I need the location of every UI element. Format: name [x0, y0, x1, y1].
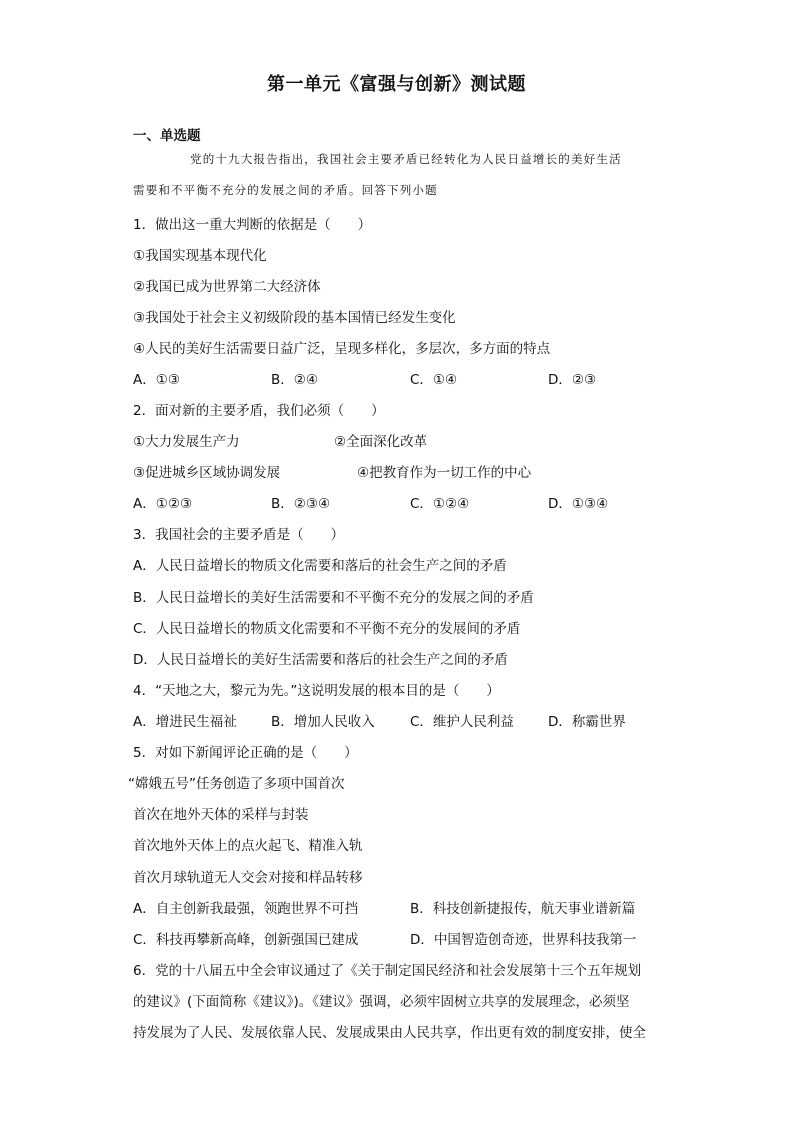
passage-line-1: 党的十九大报告指出，我国社会主要矛盾已经转化为人民日益增长的美好生活 [190, 152, 622, 166]
page-title: 第一单元《富强与创新》测试题 [267, 74, 526, 95]
q4-option-d: D．称霸世界 [548, 714, 626, 730]
q4-option-b: B．增加人民收入 [271, 714, 375, 730]
q2-item-3: ③促进城乡区域协调发展 [133, 465, 281, 481]
q1-option-b: B．②④ [271, 372, 318, 388]
q5-stem: 5．对如下新闻评论正确的是（ ） [133, 745, 358, 761]
q4-option-a: A．增进民生福祉 [133, 714, 237, 730]
q4-stem: 4．“天地之大，黎元为先。”这说明发展的根本目的是（ ） [133, 683, 500, 699]
q2-option-d: D．①③④ [548, 496, 609, 512]
q5-option-b: B．科技创新捷报传，航天事业谱新篇 [410, 901, 636, 917]
q2-item-4: ④把教育作为一切工作的中心 [357, 465, 532, 481]
q5-item-2: 首次在地外天体的采样与封装 [133, 807, 309, 823]
q1-item-4: ④人民的美好生活需要日益广泛，呈现多样化，多层次，多方面的特点 [133, 341, 551, 357]
q1-item-1: ①我国实现基本现代化 [133, 248, 267, 264]
q5-item-1: “嫦娥五号”任务创造了多项中国首次 [128, 776, 345, 792]
q1-option-a: A．①③ [133, 372, 180, 388]
q1-option-c: C．①④ [410, 372, 458, 388]
q2-item-2: ②全面深化改革 [334, 434, 428, 450]
q5-item-4: 首次月球轨道无人交会对接和样品转移 [133, 870, 363, 886]
passage-line-2: 需要和不平衡不充分的发展之间的矛盾。回答下列小题 [133, 183, 438, 197]
q3-option-b: B．人民日益增长的美好生活需要和不平衡不充分的发展之间的矛盾 [133, 590, 534, 606]
q6-line-3: 持发展为了人民、发展依靠人民、发展成果由人民共享，作出更有效的制度安排，使全 [133, 1025, 646, 1041]
q3-stem: 3．我国社会的主要矛盾是（ ） [133, 527, 345, 543]
q2-option-b: B．②③④ [271, 496, 331, 512]
q5-item-3: 首次地外天体上的点火起飞、精准入轨 [133, 838, 363, 854]
q3-option-c: C．人民日益增长的物质文化需要和不平衡不充分的发展间的矛盾 [133, 621, 521, 637]
section-heading: 一、单选题 [133, 128, 201, 144]
q2-item-1: ①大力发展生产力 [133, 434, 240, 450]
q2-stem: 2．面对新的主要矛盾，我们必须（ ） [133, 403, 385, 419]
q6-line-2: 的建议》(下面简称《建议》)。《建议》强调，必须牢固树立共享的发展理念，必须坚 [133, 994, 630, 1010]
q5-option-a: A．自主创新我最强，领跑世界不可挡 [133, 901, 359, 917]
q2-option-a: A．①②③ [133, 496, 193, 512]
q2-option-c: C．①②④ [410, 496, 470, 512]
q1-stem: 1．做出这一重大判断的依据是（ ） [133, 217, 372, 233]
q3-option-a: A．人民日益增长的物质文化需要和落后的社会生产之间的矛盾 [133, 558, 507, 574]
q5-option-c: C．科技再攀新高峰，创新强国已建成 [133, 932, 359, 948]
q5-option-d: D．中国智造创奇迹，世界科技我第一 [410, 932, 637, 948]
q6-line-1: 6．党的十八届五中全会审议通过了《关于制定国民经济和社会发展第十三个五年规划 [133, 963, 642, 979]
q4-option-c: C．维护人民利益 [410, 714, 514, 730]
q1-item-3: ③我国处于社会主义初级阶段的基本国情已经发生变化 [133, 310, 456, 326]
q1-item-2: ②我国已成为世界第二大经济体 [133, 279, 321, 295]
q3-option-d: D．人民日益增长的美好生活需要和落后的社会生产之间的矛盾 [133, 652, 508, 668]
q1-option-d: D．②③ [548, 372, 597, 388]
